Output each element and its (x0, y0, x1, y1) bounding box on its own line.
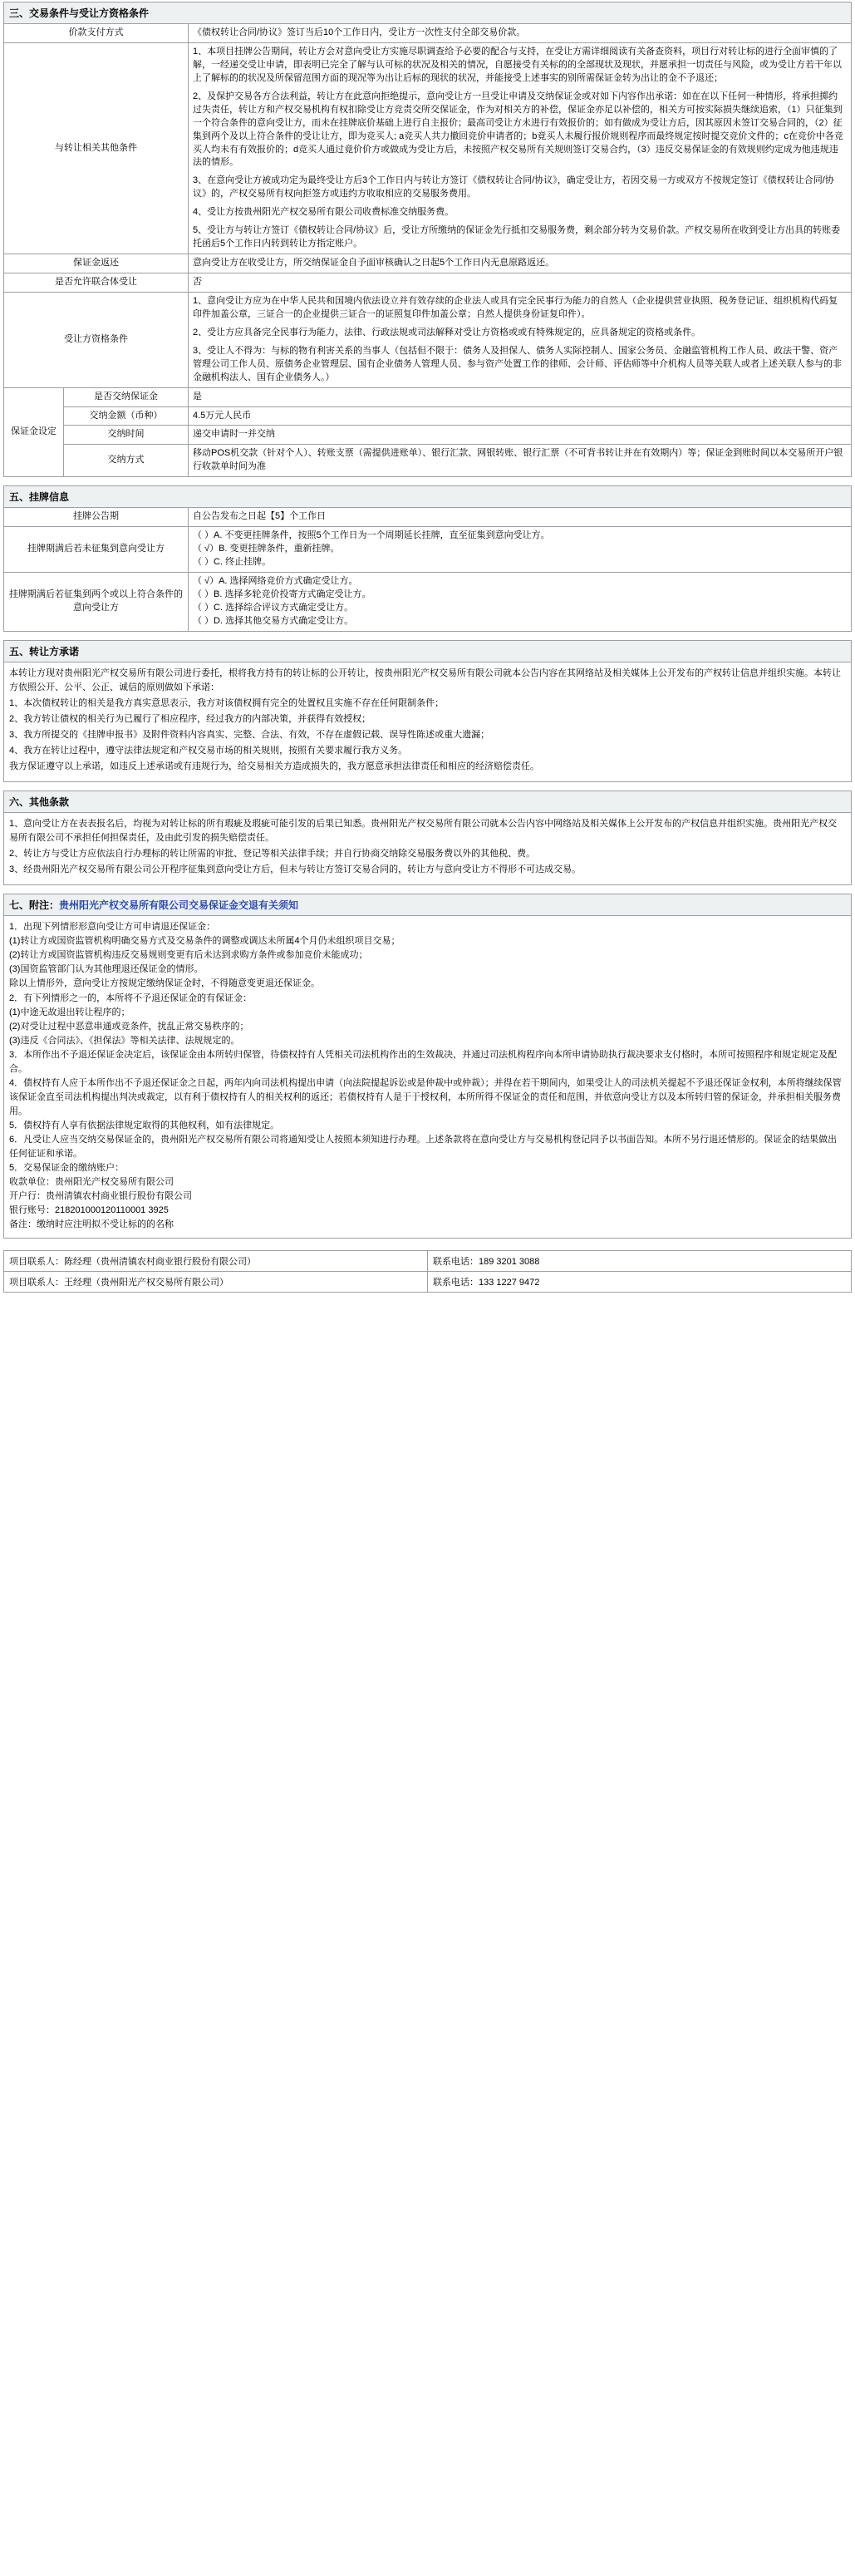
price-pay-value: 《债权转让合同/协议》签订当后10个工作日内，受让方一次性支付全部交易价款。 (189, 24, 852, 43)
paragraph: 5．交易保证金的缴纳账户： (9, 1163, 125, 1174)
other-condition-item: 2、及保护交易各方合法利益，转让方在此意向拒绝提示，意向受让方一旦受让申请及交纳保证金或对如下内容作出承诺：如在在以下任何一种情形，将承担掷约过失责任，转让方和产权交易机构有权扣除受让方竞责交所交保证金，作为对相关方的补偿，保证金亦足以补偿的，相关方可按实际损失继续追索，（1）只征集到一个符合条件的意向受让方，而未在挂牌底价基础上进行自主报价；最高司受让方未进行有效报价的；如有做成为受让方后，因其原因未签订交易合同的，（2）征集到两个及以上符合条件的受让让方，即为竞买人; a竞买人共力撤回竞价申请者的；b竟买人未履行报价规则程序而最终规定按时提交竞价文件的；c在竞价中各竞买人均未有有效报价的；d竞买人通过竟价价方或做成为受让方后，未按照产权交易所有关规则签订交易合约，（3）违反交易保证金的有效规则约定成为他违规违法的情形。 (193, 91, 843, 168)
deposit-need-label: 是否交纳保证金 (64, 387, 189, 406)
price-pay-label: 价款支付方式 (4, 24, 189, 43)
section-5b (3, 640, 852, 782)
table-row (4, 24, 852, 43)
section-7-title (3, 894, 852, 916)
paragraph: 1．出现下列情形形意向受让方可申请退还保证金： (9, 922, 216, 933)
section-5b-title: 五、转让方承诺 (3, 640, 852, 662)
multi-intent-label: 挂牌期满后若征集到两个或以上符合条件的意向受让方 (4, 573, 189, 632)
other-condition-item: 4、受让方按贵州阳光产权交易所有限公司收费标准交纳服务费。 (193, 207, 455, 218)
paragraph: 5．债权持有人享有依据法律规定取得的其他权利，如有法律规定。 (9, 1120, 280, 1130)
deposit-time-label: 交纳时间 (64, 426, 189, 445)
table-row (4, 1272, 852, 1293)
deposit-way-label: 交纳方式 (64, 445, 189, 477)
option-item[interactable]: （ √）A. 选择网络竞价方式确定受让方。 (193, 576, 358, 586)
table-row (4, 273, 852, 293)
paragraph: (2)转让方或国资监管机构违反交易规则变更有后未达到求购方条件或参加竞价未能成功； (9, 950, 368, 961)
paragraph: (2)对受让过程中恶意串通或竞条件，扰乱正常交易秩序的； (9, 1021, 249, 1032)
deposit-need-value: 是 (189, 387, 852, 406)
table-row (4, 508, 852, 527)
option-item[interactable]: （ ）C. 终止挂牌。 (193, 557, 272, 568)
other-condition-item: 3、在意向受让方被成功定为最终受让方后3个工作日内与转让方签订《债权转让合同/协议》，确定受让方，若因交易一方或双方不按规定签订《债权转让合同/协议》的，产权交易所有权向拒签方或违约方收取相应的交易服务费用。 (193, 175, 834, 199)
account-line: 收款单位：贵州阳光产权交易所有限公司 (9, 1177, 174, 1188)
account-line: 开户行：贵州清镇农村商业银行股份有限公司 (9, 1191, 192, 1202)
consortium-label: 是否允许联合体受让 (4, 273, 189, 293)
paragraph: 本转让方现对贵州阳光产权交易所有限公司进行委托，根将我方持有的转让标的公开转让，按贵州阳光产权交易所有限公司就本公告内容在其网络站及相关媒体上公开发布的产权转让信息并组织实施。本转让方依照公开、公平、公正、诚信的原则做如下承诺： (9, 667, 841, 692)
other-conditions-label: 与转让相关其他条件 (4, 42, 189, 254)
section-3-title: 三、交易条件与受让方资格条件 (3, 2, 852, 23)
paragraph: 1、意向受让方在表表报名后，均视为对转让标的所有瑕疵及瑕疵可能引发的后果已知悉。贵州阳光产权交易所有限公司就本公告内容中网络站及相关媒体上公开发布的产权信息并组织实施。贵州阳光产权交易所有限公司不承担任何担保责任，及由此引发的损失赔偿责任。 (9, 819, 838, 844)
deposit-amount-label: 交纳金额（币种） (64, 406, 189, 426)
contact-name: 项目联系人：陈经理（贵州清镇农村商业银行股份有限公司） (4, 1251, 428, 1272)
deposit-setting-label: 保证金设定 (4, 387, 64, 477)
paragraph: 1、本次债权转让的相关是我方真实意思表示，我方对该债权拥有完全的处置权且实施不存在任何限制条件； (9, 697, 445, 708)
deposit-time-value: 递交申请时一并交纳 (189, 426, 852, 445)
table-row (4, 292, 852, 387)
paragraph: 2．有下列情形之一的，本所将不予退还保证金的有保证金： (9, 992, 253, 1003)
account-line: 银行账号：218201000120110001 3925 (9, 1205, 169, 1216)
paragraph: 3、经贵州阳光产权交易所有限公司公开程序征集到意向受让方后，但未与转让方签订交易合同的，转让方与意向受让方不得形不可达成交易。 (9, 864, 582, 875)
contact-phone: 联系电话：133 1227 9472 (428, 1272, 852, 1293)
table-row (4, 406, 852, 426)
paragraph: 我方保证遵守以上承诺，如违反上述承诺或有违规行为，给交易相关方造成损失的，我方愿意承担法律责任和相应的经济赔偿责任。 (9, 761, 539, 772)
paragraph: (1)转让方或国资监管机构明确交易方式及交易条件的调整或调达未所属4个月仍未组织项目交易； (9, 936, 400, 947)
paragraph: 3．本所作出不予退还保证金决定后，该保证金由本所转归保管，待债权持有人凭相关司法机构作出的生效裁决，并通过司法机构程序向本所申请协助执行裁决要求支付格时，本所可按照程序和规定规定及配合。 (9, 1049, 838, 1074)
qualification-item: 3、受让人不得为：与标的物有利害关系的当事人（包括但不限于：债务人及担保人、债务人实际控制人、国家公务员、金融监管机构工作人员、政法干警、资产管理公司工作人员、原债务企业管理层、国有企业债务人管理人员、参与资产处置工作的律师、会计师、评估师等中介机构人员等关联人或者上述关联人参与的非金融机构法人、国有企业债务人。） (193, 345, 842, 382)
option-item[interactable]: （ ）D. 选择其他交易方式确定受让方。 (193, 615, 354, 626)
paragraph: (3)国资监管部门认为其他理退还保证金的情形。 (9, 964, 204, 975)
section-7-title-main: 贵州阳光产权交易所有限公司交易保证金交退有关须知 (59, 899, 299, 912)
option-item[interactable]: （ ）C. 选择综合评议方式确定受让方。 (193, 602, 354, 613)
section-7-body (3, 916, 852, 1239)
table-row (4, 445, 852, 477)
table-row (4, 573, 852, 632)
deposit-amount-value: 4.5万元人民币 (189, 406, 852, 426)
paragraph: 3、我方所提交的《挂牌申报书》及附件资料内容真实、完整、合法、有效，不存在虚假记载、误导性陈述或重大遗漏； (9, 729, 490, 740)
contact-phone: 联系电话：189 3201 3088 (428, 1251, 852, 1272)
other-condition-item: 5、受让方与转让方签订《债权转让合同/协议》后，受让方所缴纳的保证金先行抵扣交易服务费，剩余部分转为交易价款。产权交易所在收到受让方出具的转账委托函后5个工作日内转到转让方指定账户。 (193, 225, 841, 249)
paragraph: 除以上情形外，意向受让方按规定缴纳保证金时，不得随意变更退还保证金。 (9, 978, 320, 989)
section-7 (3, 894, 852, 1239)
section-3-table (3, 23, 852, 477)
option-item[interactable]: （ √）B. 变更挂牌条件，重新挂牌。 (193, 544, 340, 554)
deposit-return-label: 保证金返还 (4, 254, 189, 273)
no-intent-label: 挂牌期满后若未征集到意向受让方 (4, 527, 189, 573)
qualification-label: 受让方资格条件 (4, 292, 189, 387)
table-row (4, 254, 852, 273)
paragraph: 4．债权持有人应于本所作出不予退还保证金之日起，两年内向司法机构提出申请（向法院提起诉讼或是仲裁中或仲裁）；并得在若干期间内，如果受让人的司法机关提起不予退还保证金权利，本所将继续保管该保证金直至司法机构提出判决或裁定，以有利于债权持有人的相关权利的返还；若债权持有人是于于授权利，本所所得不保证金的责任和范围，并依意向受让方以及本所转归管的保证金，并承担相关服务费用。 (9, 1077, 842, 1116)
paragraph: (3)违反《合同法》、《担保法》等相关法律、法规规定的。 (9, 1035, 240, 1046)
section-5b-body (3, 662, 852, 782)
qualification-value (189, 292, 852, 387)
paragraph: 6．凡受让人应当交纳交易保证金的，贵州阳光产权交易所有限公司将通知受让人按照本须知进行办理。上述条款将在意向受让方与交易机构登记同予以书面告知。本所不另行退还情形的。保证金的结果做出任何征证和承诺。 (9, 1134, 838, 1160)
deposit-way-value: 移动POS机交款（针对个人）、转账支票（需提供进账单）、银行汇款、网银转账、银行汇票（不可背书转让并在有效期内）等；保证金到账时间以本交易所开户银行收款单时间为准 (189, 445, 852, 477)
table-row (4, 1251, 852, 1272)
paragraph: 2、转让方与受让方应依法自行办理标的转让所需的审批、登记等相关法律手续；并自行协商交纳除交易服务费以外的其他税、费。 (9, 849, 536, 859)
section-6-title: 六、其他条款 (3, 791, 852, 813)
other-conditions-value (189, 42, 852, 254)
option-item[interactable]: （ ）A. 不变更挂牌条件，按照5个工作日为一个周期延长挂牌，直至征集到意向受让方。 (193, 530, 550, 541)
section-5a-title: 五、挂牌信息 (3, 485, 852, 507)
account-line: 备注：缴纳时应注明拟不受让标的的名称 (9, 1219, 174, 1230)
paragraph: (1)中途无故退出转让程序的； (9, 1007, 130, 1017)
contacts-table (3, 1250, 852, 1293)
paragraph: 2、我方转让债权的相关行为已履行了相应程序，经过我方的内部决策，并获得有效授权； (9, 713, 371, 724)
contact-name: 项目联系人：王经理（贵州阳光产权交易所有限公司） (4, 1272, 428, 1293)
other-condition-item: 1、本项目挂牌公告期间，转让方会对意向受让方实施尽职调查给予必要的配合与支持，在受让方需详细阅读有关备查资料，项目行对转让标的进行全面审慎的了解，一经递交受让申请，即表明已完全了解与认可标的状况及相关的情况，自愿接受有关标的的全部现状及现状，并愿承担一切责任与风险，或为受让方若干年以上了解标的的状况及所保留范围方面的现况等为出让后标的现状的状况，并能接受上述事实的别所需保证金转为出让的金不予退还； (193, 46, 842, 83)
qualification-item: 2、受让方应具备完全民事行为能力，法律、行政法规或司法解释对受让方资格或或有特殊规定的，应具备规定的资格或条件。 (193, 327, 701, 337)
consortium-value: 否 (189, 273, 852, 293)
listing-period-value: 自公告发布之日起【5】个工作日 (189, 508, 852, 527)
table-row (4, 426, 852, 445)
no-intent-options (189, 527, 852, 573)
section-5a-table (3, 507, 852, 632)
listing-period-label: 挂牌公告期 (4, 508, 189, 527)
table-row (4, 527, 852, 573)
multi-intent-options (189, 573, 852, 632)
paragraph: 4、我方在转让过程中，遵守法律法规定和产权交易市场的相关规则，按照有关要求履行我方义务。 (9, 745, 408, 756)
deposit-return-value: 意向受让方在收受让方，所交纳保证金自予面审核确认之日起5个工作日内无息原路返还。 (189, 254, 852, 273)
table-row (4, 387, 852, 406)
section-7-title-prefix: 七、附注： (9, 899, 60, 912)
table-row (4, 42, 852, 254)
section-6-body (3, 813, 852, 885)
section-6 (3, 791, 852, 885)
qualification-item: 1、意向受让方应为在中华人民共和国境内依法设立并有效存续的企业法人或具有完全民事行为能力的自然人（企业提供营业执照、税务登记证、组织机构代码复印件加盖公章，三证合一的企业提供三证合一的证照复印件加盖公章；自然人提供身份证复印件）。 (193, 295, 838, 319)
option-item[interactable]: （ ）B. 选择多轮竞价投寄方式确定受让方。 (193, 589, 371, 599)
